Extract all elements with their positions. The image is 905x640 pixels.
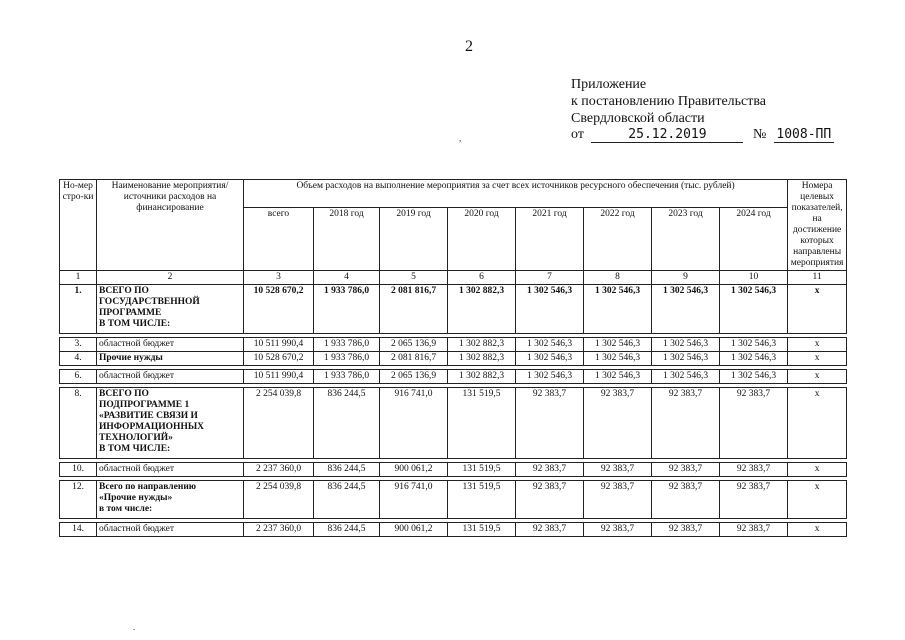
- table-row: [60, 523, 847, 537]
- row-number: 6.: [60, 370, 97, 384]
- column-number: 4: [314, 271, 380, 285]
- value-cell: 10 528 670,2: [244, 352, 314, 366]
- header-volume-group: Объем расходов на выполнение мероприятия за счет всех источников ресурсного обеспечения (тыс. рублей): [244, 180, 788, 208]
- row-name: [97, 523, 244, 537]
- resolution-date: 25.12.2019: [591, 128, 743, 143]
- appendix-line: Свердловской области: [571, 111, 705, 126]
- row-name-line: В ТОМ ЧИСЛЕ:: [99, 319, 171, 329]
- value-cell: 1 302 546,3: [584, 338, 652, 352]
- appendix-block: [571, 76, 766, 127]
- table-row: [60, 352, 847, 366]
- row-name: [97, 388, 244, 459]
- value-cell: 916 741,0: [380, 481, 448, 519]
- row-name: [97, 370, 244, 384]
- value-cell: 836 244,5: [314, 481, 380, 519]
- table-head: [60, 180, 847, 285]
- table-body: [60, 285, 847, 537]
- column-number: 10: [720, 271, 788, 285]
- header-year: 2023 год: [652, 208, 720, 271]
- value-cell: 836 244,5: [314, 463, 380, 477]
- value-cell: 1 302 546,3: [584, 285, 652, 334]
- column-numbers-row: [60, 271, 847, 285]
- scan-mark: ,: [459, 133, 462, 143]
- row-name: [97, 463, 244, 477]
- page-number: 2: [465, 38, 473, 55]
- value-cell: 92 383,7: [652, 388, 720, 459]
- resolution-number: 1008-ПП: [774, 128, 834, 143]
- value-cell: 92 383,7: [720, 463, 788, 477]
- value-cell: 1 302 546,3: [720, 352, 788, 366]
- table-row: [60, 285, 847, 334]
- value-cell: 1 302 546,3: [720, 338, 788, 352]
- value-cell: 92 383,7: [516, 463, 584, 477]
- table-row: [60, 370, 847, 384]
- value-cell: 836 244,5: [314, 523, 380, 537]
- row-name-line: ГОСУДАРСТВЕННОЙ: [99, 297, 200, 307]
- row-number: 14.: [60, 523, 97, 537]
- value-cell: 92 383,7: [584, 481, 652, 519]
- value-cell: 2 065 136,9: [380, 370, 448, 384]
- value-cell: 836 244,5: [314, 388, 380, 459]
- row-name-line: в том числе:: [99, 504, 153, 514]
- value-cell: 131 519,5: [448, 463, 516, 477]
- value-cell: 131 519,5: [448, 523, 516, 537]
- value-cell: 1 302 546,3: [652, 352, 720, 366]
- value-cell: 92 383,7: [516, 388, 584, 459]
- header-row-number: Но-мер стро-ки: [60, 180, 97, 271]
- value-cell: 92 383,7: [720, 523, 788, 537]
- value-cell: 131 519,5: [448, 481, 516, 519]
- value-cell: 2 081 816,7: [380, 285, 448, 334]
- value-cell: 916 741,0: [380, 388, 448, 459]
- row-name-line: «РАЗВИТИЕ СВЯЗИ И: [99, 411, 198, 421]
- appendix-line: к постановлению Правительства: [571, 94, 767, 109]
- value-cell: 1 933 786,0: [314, 352, 380, 366]
- indicator-cell: x: [788, 481, 847, 519]
- value-cell: 1 302 882,3: [448, 352, 516, 366]
- value-cell: 2 237 360,0: [244, 463, 314, 477]
- date-prefix: от: [571, 127, 584, 142]
- row-name: [97, 338, 244, 352]
- number-prefix: №: [752, 127, 767, 142]
- header-indicators: Номера целевых показателей, на достижение которых направлены мероприятия: [788, 180, 847, 271]
- value-cell: 900 061,2: [380, 463, 448, 477]
- column-number: 1: [60, 271, 97, 285]
- column-number: 3: [244, 271, 314, 285]
- indicator-cell: x: [788, 338, 847, 352]
- row-number: 10.: [60, 463, 97, 477]
- indicator-cell: x: [788, 463, 847, 477]
- value-cell: 1 302 882,3: [448, 370, 516, 384]
- indicator-cell: x: [788, 285, 847, 334]
- value-cell: 1 302 546,3: [652, 370, 720, 384]
- value-cell: 1 302 546,3: [584, 370, 652, 384]
- value-cell: 92 383,7: [652, 463, 720, 477]
- column-number: 9: [652, 271, 720, 285]
- value-cell: 1 302 546,3: [516, 352, 584, 366]
- header-year: 2018 год: [314, 208, 380, 271]
- row-name: [97, 481, 244, 519]
- row-name-line: Прочие нужды: [99, 353, 163, 363]
- value-cell: 1 302 546,3: [652, 285, 720, 334]
- value-cell: 1 302 546,3: [720, 285, 788, 334]
- value-cell: 1 302 882,3: [448, 338, 516, 352]
- indicator-cell: x: [788, 388, 847, 459]
- row-name-line: ВСЕГО ПО: [99, 286, 149, 296]
- row-name-line: В ТОМ ЧИСЛЕ:: [99, 444, 171, 454]
- row-number: 4.: [60, 352, 97, 366]
- value-cell: 92 383,7: [652, 481, 720, 519]
- table-row: [60, 463, 847, 477]
- header-year: всего: [244, 208, 314, 271]
- value-cell: 92 383,7: [720, 481, 788, 519]
- appendix-line: Приложение: [571, 77, 647, 92]
- value-cell: 92 383,7: [584, 463, 652, 477]
- table-row: [60, 338, 847, 352]
- value-cell: 92 383,7: [652, 523, 720, 537]
- value-cell: 1 302 546,3: [516, 338, 584, 352]
- header-year: 2024 год: [720, 208, 788, 271]
- column-number: 8: [584, 271, 652, 285]
- row-name-line: «Прочие нужды»: [99, 493, 173, 503]
- header-name: Наименование мероприятия/ источники расходов на финансирование: [97, 180, 244, 271]
- value-cell: 92 383,7: [720, 388, 788, 459]
- value-cell: 92 383,7: [584, 523, 652, 537]
- value-cell: 10 528 670,2: [244, 285, 314, 334]
- row-name-line: областной бюджет: [99, 524, 175, 534]
- value-cell: 900 061,2: [380, 523, 448, 537]
- value-cell: 2 237 360,0: [244, 523, 314, 537]
- row-name-line: ПРОГРАММЕ: [99, 308, 162, 318]
- value-cell: 92 383,7: [516, 523, 584, 537]
- value-cell: 1 933 786,0: [314, 338, 380, 352]
- column-number: 5: [380, 271, 448, 285]
- value-cell: 1 933 786,0: [314, 285, 380, 334]
- indicator-cell: x: [788, 523, 847, 537]
- row-name-line: областной бюджет: [99, 371, 175, 381]
- value-cell: 1 302 546,3: [720, 370, 788, 384]
- row-number: 12.: [60, 481, 97, 519]
- header-year: 2020 год: [448, 208, 516, 271]
- value-cell: 131 519,5: [448, 388, 516, 459]
- value-cell: 1 302 546,3: [652, 338, 720, 352]
- indicator-cell: x: [788, 370, 847, 384]
- row-name: [97, 352, 244, 366]
- value-cell: 1 302 882,3: [448, 285, 516, 334]
- row-name-line: ТЕХНОЛОГИЙ»: [99, 433, 173, 443]
- row-name-line: ПОДПРОГРАММЕ 1: [99, 400, 190, 410]
- header-year: 2022 год: [584, 208, 652, 271]
- value-cell: 92 383,7: [584, 388, 652, 459]
- header-year: 2019 год: [380, 208, 448, 271]
- value-cell: 1 302 546,3: [516, 370, 584, 384]
- value-cell: 92 383,7: [516, 481, 584, 519]
- scan-mark: .: [133, 622, 136, 632]
- row-number: 8.: [60, 388, 97, 459]
- value-cell: 2 254 039,8: [244, 388, 314, 459]
- header-year: 2021 год: [516, 208, 584, 271]
- indicator-cell: x: [788, 352, 847, 366]
- column-number: 2: [97, 271, 244, 285]
- value-cell: 1 933 786,0: [314, 370, 380, 384]
- row-name-line: ВСЕГО ПО: [99, 389, 149, 399]
- row-number: 1.: [60, 285, 97, 334]
- table-row: [60, 481, 847, 519]
- row-number: 3.: [60, 338, 97, 352]
- value-cell: 2 254 039,8: [244, 481, 314, 519]
- value-cell: 1 302 546,3: [516, 285, 584, 334]
- row-name-line: Всего по направлению: [99, 482, 197, 492]
- row-name-line: областной бюджет: [99, 339, 175, 349]
- program-table: [59, 179, 847, 537]
- row-name-line: ИНФОРМАЦИОННЫХ: [99, 422, 205, 432]
- row-name: [97, 285, 244, 334]
- column-number: 6: [448, 271, 516, 285]
- value-cell: 2 065 136,9: [380, 338, 448, 352]
- value-cell: 2 081 816,7: [380, 352, 448, 366]
- table-row: [60, 388, 847, 459]
- column-number: 7: [516, 271, 584, 285]
- value-cell: 10 511 990,4: [244, 338, 314, 352]
- value-cell: 10 511 990,4: [244, 370, 314, 384]
- value-cell: 1 302 546,3: [584, 352, 652, 366]
- column-number: 11: [788, 271, 847, 285]
- row-name-line: областной бюджет: [99, 464, 175, 474]
- resolution-date-line: [571, 127, 834, 143]
